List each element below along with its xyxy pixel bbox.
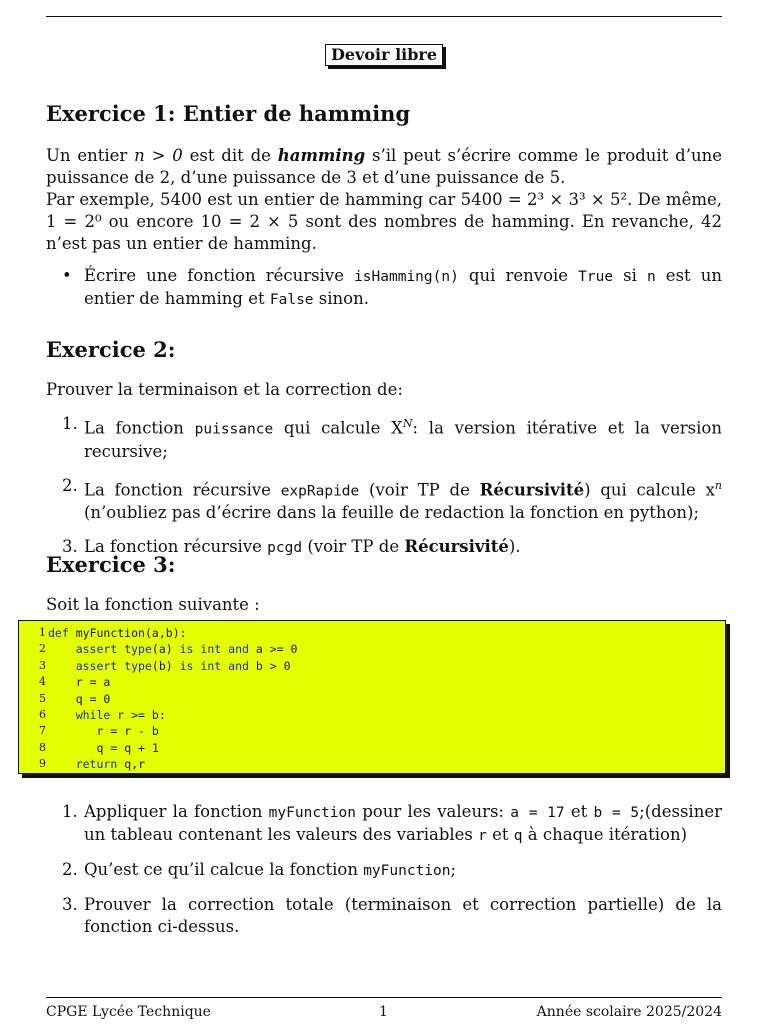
text: ). [508,537,521,556]
footer-rule [46,997,722,998]
line-number: 6 [39,707,46,721]
code: n [646,269,656,285]
code-lines [19,625,719,773]
code-text: while r >= b: [75,707,166,722]
text: (voir TP de [302,537,405,556]
superscript: N [402,417,413,430]
text: si [613,266,647,285]
text: est dit de [182,146,278,165]
code: puissance [194,421,274,438]
line-number: 8 [39,740,46,754]
code-text: r = a [75,675,111,690]
code: myFunction [363,863,451,879]
text: La fonction [84,418,195,438]
exercise-2-intro: Prouver la terminaison et la correction de: [46,380,403,399]
text: à chaque itération) [522,825,688,844]
line-number: 3 [39,658,46,672]
item-number: 1. [62,802,78,821]
code: pcgd [267,540,303,556]
text: Qu’est ce qu’il calcue la fonction [84,860,364,879]
text: sinon. [313,289,369,308]
text: La fonction récursive [84,537,268,556]
line-number: 7 [39,724,46,738]
code-text: q = q + 1 [96,740,159,755]
text: pour les valeurs: [355,802,511,821]
code: myFunction [268,805,356,821]
bold-text: Récursivité [479,480,585,499]
code: False [269,292,314,308]
footer-left: CPGE Lycée Technique [46,1004,211,1020]
superscript: n [714,478,722,492]
code-text: r = r - b [96,724,159,739]
exercise-3-heading: Exercice 3: [46,552,176,577]
code-line [19,691,719,707]
code-text: assert type(b) is int and b > 0 [75,658,291,673]
exercise-1-list [46,265,722,311]
code: b = 5 [593,805,640,821]
code-text: assert type(a) is int and a >= 0 [75,642,298,657]
exercise-1-heading: Exercice 1: Entier de hamming [46,101,411,126]
title-wrap [46,44,722,66]
code-text: def myFunction(a,b): [48,626,187,640]
code-line [19,723,719,739]
text: et [486,825,514,844]
code: expRapide [280,483,360,499]
text: Prouver la correction totale (terminaison et correction partielle) de la fonction ci-dessus. [84,895,722,936]
exercise-1-example [46,189,722,255]
top-rule [46,16,722,17]
code-line [19,658,719,674]
line-number: 1 [39,626,46,639]
text: ;(dessiner un tableau contenant les valeurs des variables [84,802,722,844]
math: n > 0 [134,146,183,165]
code-line [19,707,719,723]
text: s’il peut s’écrire comme le produit d’une puissance de 2, d’une puissance de 3 et d’une puissance de 5. [46,146,722,187]
list-item [46,413,722,463]
code: q [513,828,523,844]
text: Par exemple, 5400 est un entier de hamming car 5400 = 2³ × 3³ × 5². De même, 1 = 2⁰ ou encore 10 = 2 × 5 sont des nombres de hamming. En revanche, 42 n’est pas un entier de hamming. [46,190,722,253]
code: True [578,269,614,285]
text: Appliquer la fonction [84,802,269,821]
footer-page-number: 1 [379,1004,388,1020]
list-item [46,265,722,311]
line-number: 5 [39,691,46,705]
item-number: 1. [62,414,78,433]
code: isHamming(n) [354,269,459,285]
text: qui renvoie [458,266,579,285]
term-hamming: hamming [277,146,366,165]
text: qui calcule X [273,418,403,438]
code-line [19,641,719,657]
line-number: 2 [39,642,46,656]
code-line [19,625,719,641]
code-line [19,740,719,756]
item-number: 2. [62,475,78,495]
text: Écrire une fonction récursive [84,266,355,285]
footer-right: Année scolaire 2025/2024 [536,1004,722,1020]
text: ) qui calcule x [584,480,715,499]
item-number: 3. [62,895,78,914]
code-listing [18,620,726,774]
document-title: Devoir libre [325,44,443,66]
text: et [564,802,594,821]
line-number: 9 [39,757,46,771]
line-number: 4 [39,675,46,689]
code-text: q = 0 [75,691,111,706]
text: est un entier de hamming et [84,266,723,308]
item-number: 2. [62,860,78,879]
text: La fonction récursive [84,480,281,499]
code: r [478,828,487,844]
exercise-3-list [46,801,722,938]
list-item [46,475,722,525]
code-text: return q,r [75,757,145,772]
list-item [46,894,722,938]
item-number: 3. [62,537,78,556]
bullet-marker: • [62,266,72,285]
text: (voir TP de [359,480,480,499]
text: (n’oubliez pas d’écrire dans la feuille de redaction la fonction en python); [84,503,700,522]
exercise-3-intro: Soit la fonction suivante : [46,595,260,614]
exercise-1-definition [46,145,722,189]
list-item [46,801,722,847]
bold-text: Récursivité [404,537,509,556]
code: a = 17 [510,805,565,821]
exercise-2-heading: Exercice 2: [46,337,176,362]
exercise-2-list [46,413,722,559]
text: : la version itérative et la version recursive; [84,418,722,461]
list-item [46,859,722,882]
code-line [19,756,719,772]
text: ; [450,860,457,879]
code-line [19,674,719,690]
text: Un entier [46,146,135,165]
